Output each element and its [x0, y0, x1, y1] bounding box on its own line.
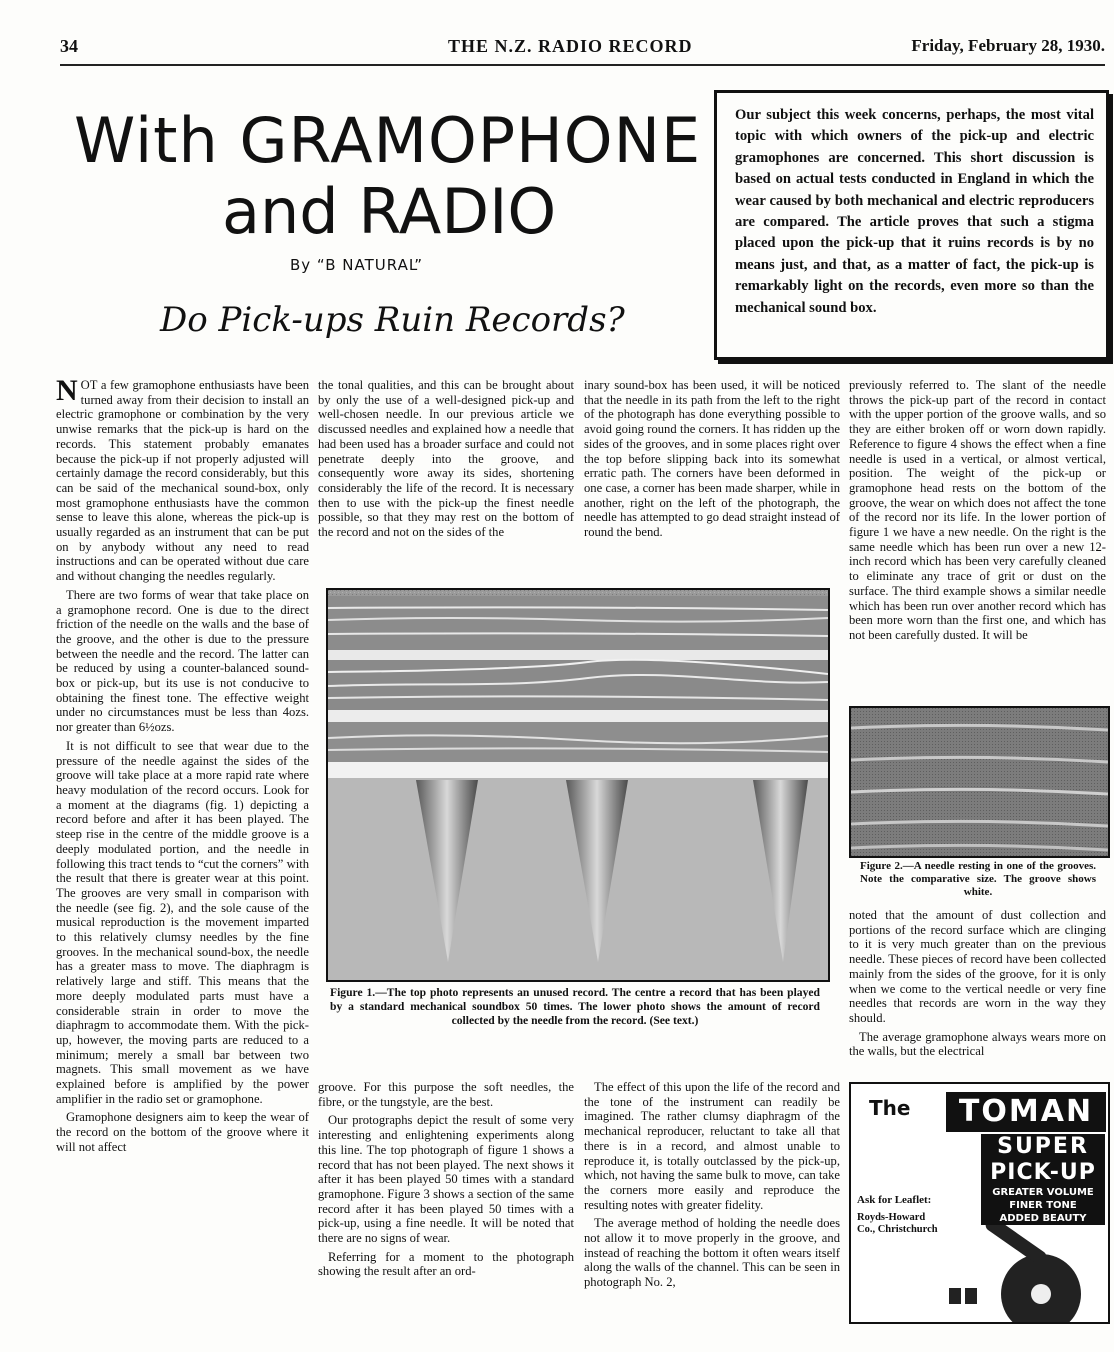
intro-box [714, 90, 1109, 360]
column-1-para-4: Gramophone designers aim to keep the wear of the record on the bottom of the groove where it will not affect [56, 1110, 309, 1154]
header-rule [60, 64, 1105, 66]
column-2b-para-3: Referring for a moment to the photograph showing the result after an ord- [318, 1249, 574, 1279]
figure-2-graphic [851, 708, 1108, 856]
advert-address-1: Royds-Howard [857, 1212, 926, 1223]
article-subtitle: Do Pick-ups Ruin Records? [160, 300, 625, 340]
advert-ask: Ask for Leaflet: [857, 1194, 932, 1206]
column-1-para-2: There are two forms of wear that take place on a gramophone record. One is due to the direct friction of the needle on the walls and the base of the groove, and the other is due to the pressure between the needle and the record. The latter can be reduced by using a counter-balanced sound-box or pick-up, but its use is not conducive to obtaining the finest tone. The effective weight under no circumstances must be less than 4ozs. nor greater than 6½ozs. [56, 587, 309, 735]
column-4-para-1: previously referred to. The slant of the needle throws the pick-up part of the record in contact with the upper portion of the groove walls, and so they are either broken off or worn down rapidly. Reference to figure 4 shows the effect when a fine needle is used in a vertical, or almost vertical, position. The weight of the pick-up or gramophone head rests on the bottom of the groove, the wear on which does not affect the tone of the record nor its life. In the lower portion of figure 1 we have a new needle. On the right is the same needle which has been run over a new 12-inch record which has been very carefully cleaned to eliminate any trace of grit or dust on the surface. The third example shows a similar needle which has been run over another record which has been more worn than the first one, and which has not been carefully dusted. It will be [849, 378, 1106, 642]
column-3b-para-2: The average method of holding the needle does not allow it to move properly in the groove, and instead of reaching the bottom it often wears itself along the walls of the channel. This can be seen in photograph No. 2, [584, 1216, 840, 1290]
advert-brand: TOMAN [946, 1092, 1106, 1132]
column-3b-para-1: The effect of this upon the life of the record and the tone of the instrument can readily be imagined. The rather clumsy diaphragm of the mechanical reproducer, reluctant to take all that there is in a record, and almost unable to reproduce it, is totally outclassed by the pick-up, which, not having the same bulk to move, can take the corners more easily and reproduce the resulting notes with greater fidelity. [584, 1080, 840, 1212]
advert-the: The [869, 1096, 911, 1120]
column-1-para-1: NOT a few gramophone enthusiasts have been turned away from their decision to install an electric gramophone or combination by the very unwise remarks that the pick-up is hard on the records. This statement probably emanates because the pick-up if not properly adjusted will certainly damage the record considerably, but this can be said of the mechanical sound-box, only most gramophone enthusiasts have the common sense to leave this alone, whereas the pick-up is usually regarded as an instrument that can be put on by anybody without any need to read instructions and can be operated without due care and without changing the needles regularly. [56, 378, 309, 584]
article-title-line1: With GRAMOPHONE [74, 104, 702, 177]
figure-1-photo [326, 588, 830, 982]
figure-2-photo [849, 706, 1110, 858]
column-4b-para-2: The average gramophone always wears more on the walls, but the electrical [849, 1029, 1106, 1059]
column-2-para-1: the tonal qualities, and this can be brought about by only the use of a well-designed pick-up and well-chosen needle. In our previous article we discussed needles and explained how a needle that had been used has a broader surface and could not penetrate deeply into the groove, and consequently wore away its sides, shortening considerably the life of the record. It is necessary then to use with the pick-up the finest needle possible, so that they may rest on the bottom of the record and not on the sides of the [318, 378, 574, 540]
masthead: THE N.Z. RADIO RECORD [448, 36, 693, 56]
column-3-bottom [584, 1080, 840, 1320]
figure-1-caption: Figure 1.—The top photo represents an unused record. The centre a record that has been played by a standard mechanical soundbox 50 times. The lower photo shows the amount of record collected by the needle from the record. (See text.) [330, 986, 820, 1027]
figure-1-graphic [328, 590, 828, 980]
page-header [60, 36, 1105, 62]
column-1-para-3: It is not difficult to see that wear due to the pressure of the needle against the sides of the groove will take place at a more rapid rate where heavy modulation of the record occurs. Look for a moment at the diagrams (fig. 1) depicting a record before and after it has been played. The steep rise in the centre of the middle groove is a deeply modulated portion, and the needle in following this tract tends to “cut the corners” with the result that there is greater wear at this point. The grooves are very small in comparison with the needle (see fig. 2), and the sole cause of the musical reproduction is the movement imparted to this relatively clumsy needles by the fine grooves. In the mechanical sound-box, the needle has a greater mass to move. The diaphragm is relatively large and stiff. This means that the more deeply modulated parts must have a considerable strain in order to move the diaphragm to accommodate them. With the pick-up, however, the moving parts are reduced to a minimum; merely a small bar between two magnets. This small movement as we have explained before is amplified by the power amplifier in the radio set or gramophone. [56, 738, 309, 1106]
column-1 [56, 378, 309, 1313]
drop-cap: N [56, 378, 78, 407]
figure-2-caption: Figure 2.—A needle resting in one of the grooves. Note the comparative size. The groove shows white. [860, 860, 1096, 898]
column-2-bottom [318, 1080, 574, 1320]
issue-date: Friday, February 28, 1930. [911, 36, 1105, 55]
column-4b-para-1: noted that the amount of dust collection and portions of the record surface which are clinging to it is very much greater than on the previous needle. These pieces of record have been collected mainly from the sides of the groove, for it is only when we come to the vertical needle or very fine needles that records are worn in the way they should. [849, 908, 1106, 1025]
toman-advert [849, 1082, 1110, 1324]
article-title-line2: and RADIO [222, 175, 557, 248]
unused-record-band [328, 596, 828, 650]
column-2b-para-1: groove. For this purpose the soft needles, the fibre, or the tungstyle, are the best. [318, 1080, 574, 1109]
column-3-para-1: inary sound-box has been used, it will be noticed that the needle in its path from the left to the right of the photograph has done everything possible to avoid going round the corners. It has ridden up the sides of the grooves, and in some places right over the top before slipping back into its somewhat erratic path. The corners have been deformed in one case, a corner has been made sharper, while in another, right on the left of the photograph, the needle has attempted to go dead straight instead of round the bend. [584, 378, 840, 540]
advert-pickup: PICK-UP [990, 1160, 1096, 1185]
byline: By “B NATURAL” [290, 256, 424, 274]
advert-address-2: Co., Christchurch [857, 1224, 938, 1235]
advert-line-1: GREATER VOLUME [992, 1187, 1094, 1198]
column-3-top [584, 378, 840, 578]
page-number: 34 [60, 36, 78, 56]
column-4-bottom [849, 908, 1106, 1068]
advert-line-3: ADDED BEAUTY [999, 1213, 1087, 1224]
advert-line-2: FINER TONE [1009, 1200, 1077, 1211]
advert-product-block [981, 1134, 1105, 1225]
column-4-top [849, 378, 1106, 696]
column-2b-para-2: Our protographs depict the result of some very interesting and enlightening experiments along this line. The top photograph of figure 1 shows a record that has not been played. The next shows it after it has been played 50 times with a standard gramophone. Figure 3 shows a section of the same record after it has been played 50 times with a pick-up, using a fine needle. It will be noted that there are no signs of wear. [318, 1113, 574, 1246]
advert-address [857, 1212, 938, 1236]
column-2-top [318, 378, 574, 578]
advert-super: SUPER [997, 1134, 1089, 1159]
intro-text: Our subject this week concerns, perhaps, the most vital topic with which owners of the pick-up and electric gramophones are concerned. This short discussion is based on actual tests conducted in England in which the wear caused by both mechanical and electric reproducers are compared. The article proves that such a stigma placed upon the pick-up that it ruins records is by no means just, and that, as a matter of fact, the pick-up is remarkably light on the records, even more so than the mechanical sound box. [735, 107, 1094, 316]
